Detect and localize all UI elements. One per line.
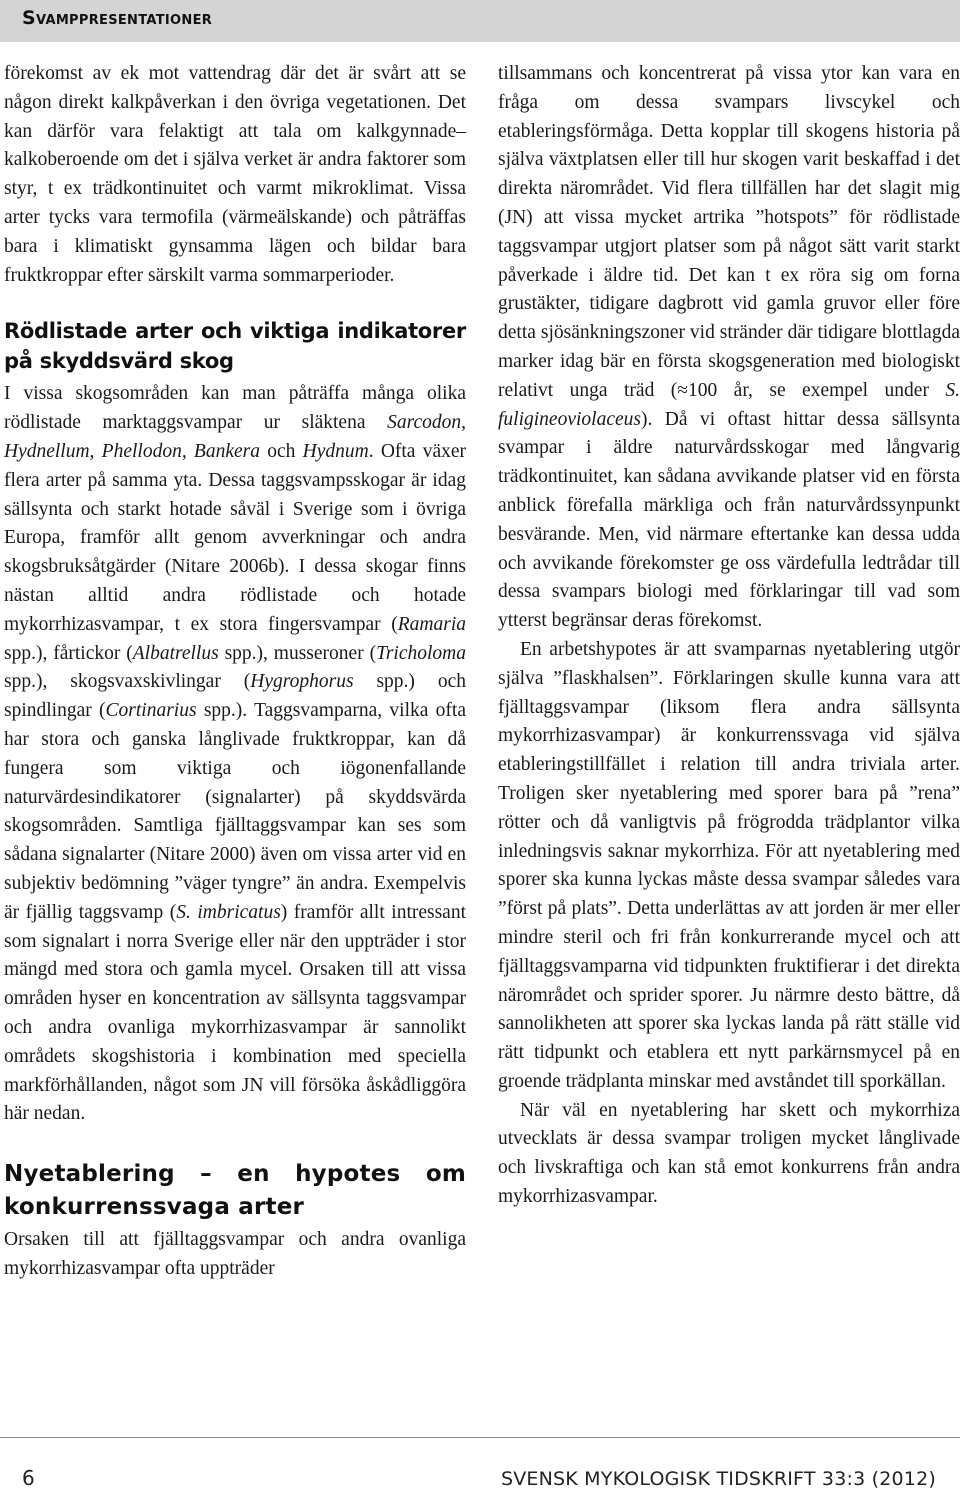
section-header-band [0, 0, 960, 42]
conclusion-paragraph: När väl en nyetablering har skett och mykorrhiza utvecklats är dessa svampar troligen mycket långlivade och livskraftiga och kan stå emot konkurrens från andra mykorrhizasvampar. [498, 1099, 960, 1208]
intro-paragraph: förekomst av ek mot vattendrag där det är svårt att se någon direkt kalkpåverkan i den övriga vegetationen. Det kan därför vara felaktigt att tala om kalkgynnade–kalkoberoende om det i själva verket är andra faktorer som styr, t ex trädkontinuitet och varmt mikroklimat. Vissa arter tycks vara termofila (värmeälskande) och påträffas bara i klimatiskt gynsamma lägen och bildar bara fruktkroppar efter särskilt varma sommarperioder. [4, 63, 466, 286]
heading-nyetablering: Nyetablering – en hypotes om konkurrenssvaga arter [4, 1161, 466, 1221]
genus-albatrellus: Albatrellus [132, 642, 219, 664]
redlisted-paragraph: I vissa skogsområden kan man påträffa många olika rödlistade marktaggsvampar ur släktena Sarcodon, Hydnellum, Phellodon, Bankera och Hydnum. Ofta växer flera arter på samma yta. Dessa taggsvampsskogar är idag sällsynta och starkt hotade såväl i Sverige som i övriga Europa, framför allt genom avverkningar och andra skogsbruksåtgärder (Nitare 2006b). I dessa skogar finns nästan alltid andra rödlistade och hotade mykorrhizasvampar, t ex stora fingersvampar (Ramaria spp.), fårtickor (Albatrellus spp.), musseroner (Tricholoma spp.), skogsvaxskivlingar (Hygrophorus spp.) och spindlingar (Cortinarius spp.). Taggsvamparna, vilka ofta har stora och ganska långlivade fruktkroppar, kan då fungera som viktiga och iögonenfallande naturvärdesindikatorer (signalarter) på skyddsvärda skogsområden. Samtliga fjälltaggsvampar kan ses som sådana signalarter (Nitare 2000) även om vissa arter vid en subjektiv bedömning ”väger tyngre” än andra. Exempelvis är fjällig taggsvamp (S. imbricatus) framför allt intressant som signalart i norra Sverige eller när den uppträder i stor mängd med stora och gamla mycel. Orsaken till att vissa områden hyser en koncentration av sällsynta taggsvampar och andra ovanliga mykorrhizasvampar är sannolikt områdets skogshistoria i kombination med speciella markförhållanden, något som JN vill försöka åskådliggöra här nedan. [4, 383, 467, 1125]
footer-divider [0, 1437, 960, 1438]
nyetablering-intro: Orsaken till att fjälltaggsvampar och andra ovanliga mykorrhizasvampar ofta uppträder [4, 1229, 466, 1279]
species-fuligineoviolaceus: S. fuligineoviolaceus [498, 379, 960, 430]
genus-hygrophorus: Hygrophorus [250, 671, 354, 693]
genus-hydnum: Hydnum [302, 440, 369, 462]
genera-names: Sarcodon, Hydnellum, Phellodon, Bankera [4, 412, 466, 462]
species-imbricatus: S. imbricatus [176, 901, 281, 923]
hotspot-paragraph: tillsammans och koncentrerat på vissa ytor kan vara en fråga om dessa svampars livscykel och etableringsförmåga. Detta kopplar till skogens historia på själva växtplatsen eller till hur skogen varit beskaffad i det direkta närområdet. Vid flera tillfällen har det slagit mig (JN) att vissa mycket artrika ”hotspots” för rödlistade taggsvampar utgjort platser som på något sätt varit starkt påverkade i äldre tid. Det kan t ex röra sig om forna grustäkter, tidigare dagbrott vid gamla gruvor eller före detta sjösänkningszoner vid stränder där tidigare blottlagda marker idag bär en första skogsgeneration med biologiskt relativt unga träd (≈100 år, se exempel under S. fuligineoviolaceus). Då vi oftast hittar dessa sällsynta svampar i äldre naturvårdsskogar med långvarig trädkontinuitet, kan sådana avvikande platser vid en första anblick förefalla märkliga och från naturvårdssynpunkt besvärande. Men, vid närmare eftertanke kan dessa udda och avvikande förekomster ge oss värdefulla ledtrådar till dessa svampars biologi med förklaringar till vad som ytterst begränsar deras förekomst. [498, 63, 960, 632]
journal-title: SVENSK MYKOLOGISK TIDSKRIFT 33:3 (2012) [500, 1468, 936, 1490]
genus-tricholoma: Tricholoma [376, 642, 467, 664]
page-number: 6 [22, 1466, 35, 1490]
left-column [4, 60, 466, 1284]
section-label: Svamppresentationer [22, 7, 213, 29]
hypothesis-paragraph: En arbetshypotes är att svamparnas nyetablering utgör själva ”flaskhalsen”. Förklaringen skulle kunna vara att fjälltaggsvampar (liksom flera andra sällsynta mykorrhizasvampar) är konkurrenssvaga vid själva etableringstillfället i relation till andra triviala arter. Troligen sker nyetablering med sporer bara på ”rena” rötter och då vanligtvis på frögrodda trädplantor vilka inledningsvis saknar mykorrhiza. För att nyetablering med sporer ska kunna lyckas måste dessa svampar således vara ”först på plats”. Detta underlättas av att jorden är mer eller mindre steril och fri från konkurrerande mycel och att fjälltaggsvamparna vid tidpunkten fruktifierar i det direkta närområdet och sprider sporer. Ju närmre desto bättre, då sannolikheten att sporer ska lyckas landa på rätt ställe vid rätt tidpunkt och etablera ett nytt parkärnsmycel på en groende trädplanta minskar med avståndet till sporkällan. [498, 638, 960, 1092]
genus-cortinarius: Cortinarius [105, 700, 197, 722]
right-column [498, 60, 960, 1212]
genus-ramaria: Ramaria [397, 613, 466, 635]
heading-redlisted: Rödlistade arter och viktiga indikatorer på skyddsvärd skog [4, 319, 466, 374]
